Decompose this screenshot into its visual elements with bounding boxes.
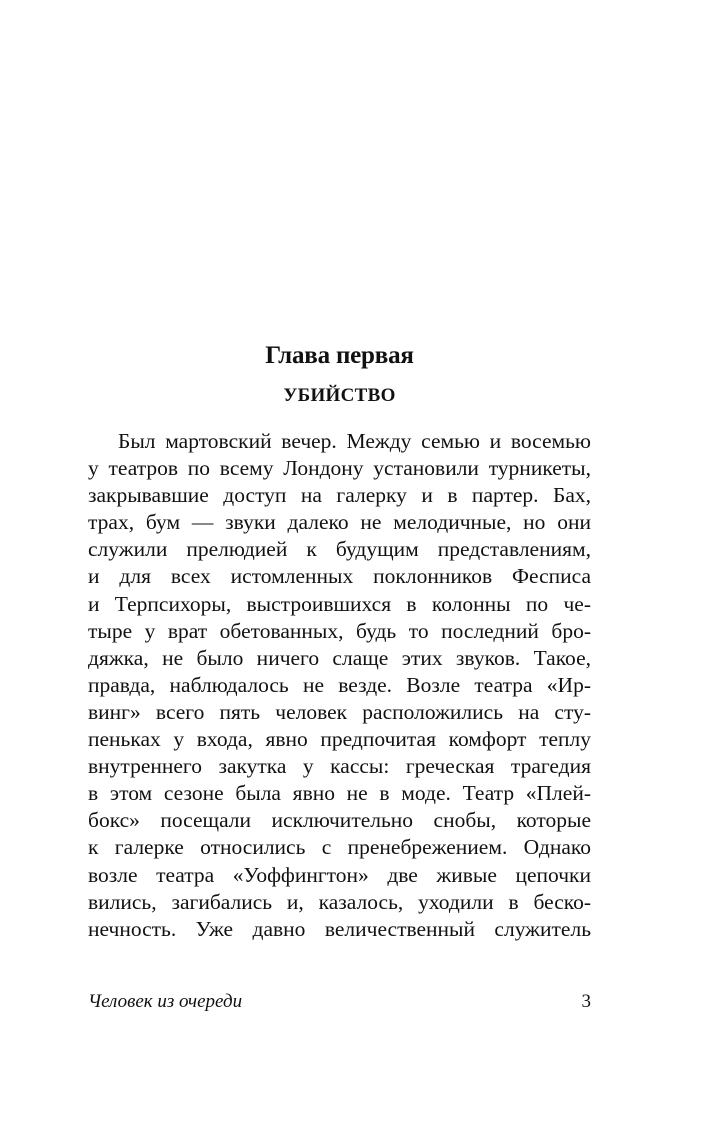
page-number: 3	[581, 991, 591, 1012]
text-line: возле театра «Уоффингтон» две живые цепочки	[88, 862, 591, 887]
chapter-title: Глава первая	[265, 342, 414, 369]
page-footer	[88, 989, 591, 1015]
text-line: Был мартовский вечер. Между семью и восемью	[118, 429, 591, 453]
text-line: закрывавшие доступ на галерку и в партер. Бах,	[88, 483, 591, 508]
text-line: тыре у врат обетованных, будь то последний бро-	[88, 618, 591, 643]
text-line: дяжка, не было ничего слаще этих звуков. Такое,	[88, 645, 591, 670]
running-title: Человек из очереди	[88, 991, 243, 1012]
text-line: у театров по всему Лондону установили турникеты,	[88, 456, 591, 481]
text-line: винг» всего пять человек расположились на сту-	[88, 699, 591, 724]
body-text	[88, 428, 591, 943]
text-line: и для всех истомленных поклонников Фесписа	[88, 564, 591, 589]
text-line: в этом сезоне была явно не в моде. Театр «Плей-	[88, 781, 591, 806]
chapter-subtitle: УБИЙСТВО	[283, 385, 396, 406]
text-line: и Терпсихоры, выстроившихся в колонны по че-	[88, 591, 591, 616]
text-line: внутреннего закутка у кассы: греческая трагедия	[88, 754, 591, 779]
text-line: бокс» посещали исключительно снобы, которые	[88, 808, 591, 833]
text-line: пеньках у входа, явно предпочитая комфорт теплу	[88, 727, 591, 752]
text-line: к галерке относились с пренебрежением. Однако	[88, 835, 591, 860]
text-line: правда, наблюдалось не везде. Возле театра «Ир-	[88, 672, 591, 697]
text-line: нечность. Уже давно величественный служитель	[88, 916, 591, 941]
text-line: вились, загибались и, казалось, уходили в беско-	[88, 889, 591, 914]
text-line: трах, бум — звуки далеко не мелодичные, но они	[88, 510, 591, 535]
text-line: служили прелюдией к будущим представлениям,	[88, 537, 591, 562]
